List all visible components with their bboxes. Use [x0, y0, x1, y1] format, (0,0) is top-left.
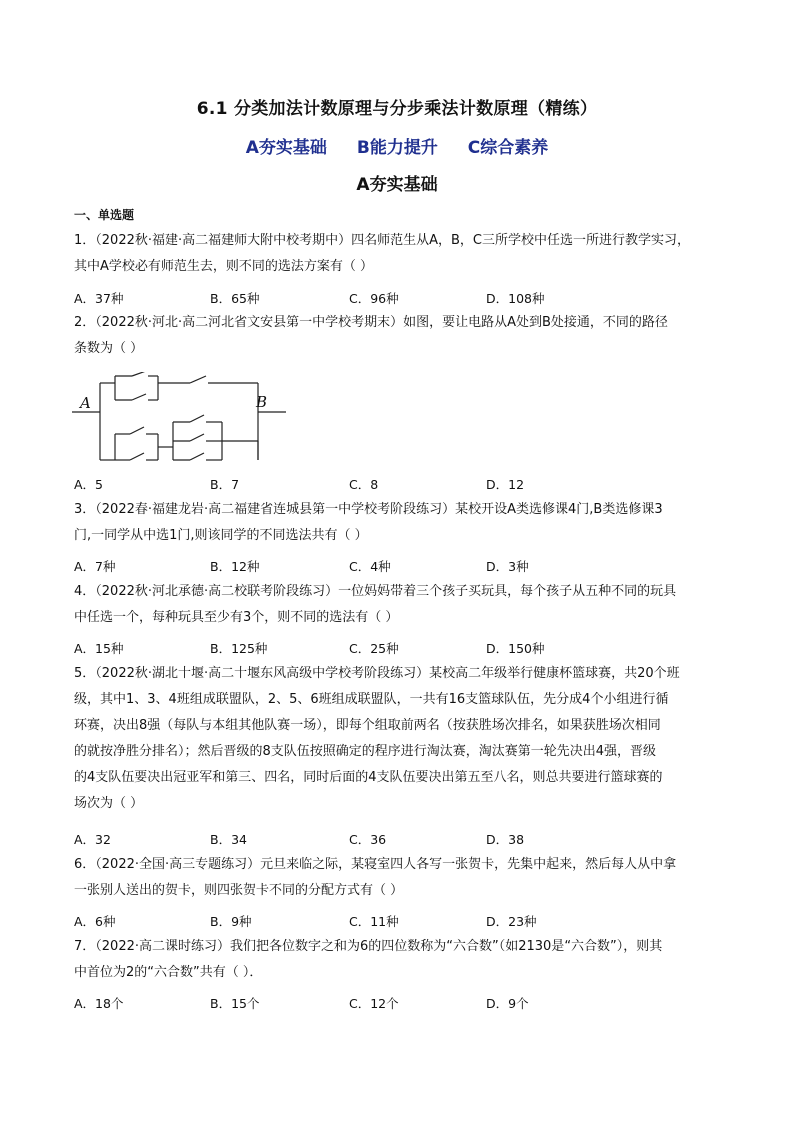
q7-line-2: 中首位为2的“六合数”共有（ ）． — [74, 965, 263, 980]
q2-option-b: B．7 — [210, 477, 240, 492]
q4-line-2: 中任选一个，每种玩具至少有3个，则不同的选法有（ ） — [74, 610, 399, 625]
q3-option-c: C．4种 — [349, 559, 391, 574]
q3-line-1: 3．（2022春·福建龙岩·高二福建省连城县第一中学校考阶段练习）某校开设A类选修课4门,B类选修课3 — [74, 502, 663, 517]
section-a-label: A夯实基础 — [245, 138, 327, 158]
question-type-heading: 一、单选题 — [74, 208, 135, 222]
q7-option-b: B．15个 — [210, 996, 260, 1011]
q5-option-c: C．36 — [349, 832, 387, 847]
q5-option-b: B．34 — [210, 832, 247, 847]
q7-option-a: A．18个 — [74, 996, 124, 1011]
q4-option-a: A．15种 — [74, 641, 124, 656]
q6-option-d: D．23种 — [486, 914, 537, 929]
q7-option-d: D．9个 — [486, 996, 529, 1011]
q5-option-d: D．38 — [486, 832, 525, 847]
q5-line-6: 场次为（ ） — [74, 796, 144, 811]
q7-line-1: 7．（2022·高二课时练习）我们把各位数字之和为6的四位数称为“六合数”（如2130是“六合数”），则其 — [74, 939, 663, 954]
q1-line-2: 其中A学校必有师范生去，则不同的选法方案有（ ） — [74, 259, 374, 274]
q5-line-2: 级，其中1、3、4班组成联盟队，2、5、6班组成联盟队，一共有16支篮球队伍，先分成4个小组进行循 — [74, 692, 669, 707]
q5-option-a: A．32 — [74, 832, 111, 847]
q4-option-d: D．150种 — [486, 641, 545, 656]
q2-line-2: 条数为（ ） — [74, 341, 144, 356]
q6-line-1: 6．（2022·全国·高三专题练习）元旦来临之际，某寝室四人各写一张贺卡，先集中起来，然后每人从中拿 — [74, 857, 677, 872]
q5-line-5: 的4支队伍要决出冠亚军和第三、四名，同时后面的4支队伍要决出第五至八名，则总共要进行篮球赛的 — [74, 770, 663, 785]
q1-option-c: C．96种 — [349, 291, 399, 306]
q5-line-1: 5．（2022秋·湖北十堰·高二十堰东风高级中学校考阶段练习）某校高二年级举行健康杯篮球赛，共20个班 — [74, 666, 680, 681]
section-links — [0, 133, 794, 158]
q3-option-a: A．7种 — [74, 559, 116, 574]
section-b-label: B能力提升 — [356, 138, 438, 158]
section-heading: A夯实基础 — [356, 175, 438, 195]
q2-option-a: A．5 — [74, 477, 104, 492]
q1-line-1: 1．（2022秋·福建·高二福建师大附中校考期中）四名师范生从A，B，C三所学校中任选一所进行教学实习， — [74, 233, 691, 248]
q5-line-4: 的就按净胜分排名）；然后晋级的8支队伍按照确定的程序进行淘汰赛，淘汰赛第一轮先决出4强，晋级 — [74, 744, 657, 759]
q4-line-1: 4．（2022秋·河北承德·高二校联考阶段练习）一位妈妈带着三个孩子买玩具，每个孩子从五种不同的玩具 — [74, 584, 677, 599]
q6-option-a: A．6种 — [74, 914, 116, 929]
q2-option-d: D．12 — [486, 477, 525, 492]
section-c-label: C综合素养 — [467, 138, 549, 158]
circuit-diagram — [72, 372, 292, 468]
q3-line-2: 门,一同学从中选1门,则该同学的不同选法共有（ ） — [74, 528, 368, 543]
circuit-label-a: A — [80, 394, 91, 412]
q4-option-b: B．125种 — [210, 641, 268, 656]
q4-option-c: C．25种 — [349, 641, 399, 656]
q3-option-d: D．3种 — [486, 559, 529, 574]
q6-option-b: B．9种 — [210, 914, 252, 929]
q6-line-2: 一张别人送出的贺卡，则四张贺卡不同的分配方式有（ ） — [74, 883, 404, 898]
q1-option-d: D．108种 — [486, 291, 545, 306]
page-title: 6.1 分类加法计数原理与分步乘法计数原理（精练） — [196, 99, 598, 119]
q3-option-b: B．12种 — [210, 559, 260, 574]
q6-option-c: C．11种 — [349, 914, 399, 929]
q2-line-1: 2．（2022秋·河北·高二河北省文安县第一中学校考期末）如图，要让电路从A处到B处接通，不同的路径 — [74, 315, 668, 330]
q1-option-a: A．37种 — [74, 291, 124, 306]
q5-line-3: 环赛，决出8强（每队与本组其他队赛一场），即每个组取前两名（按获胜场次排名，如果获胜场次相同 — [74, 718, 661, 733]
q7-option-c: C．12个 — [349, 996, 399, 1011]
circuit-label-b: B — [256, 393, 268, 411]
q1-option-b: B．65种 — [210, 291, 260, 306]
q2-option-c: C．8 — [349, 477, 379, 492]
